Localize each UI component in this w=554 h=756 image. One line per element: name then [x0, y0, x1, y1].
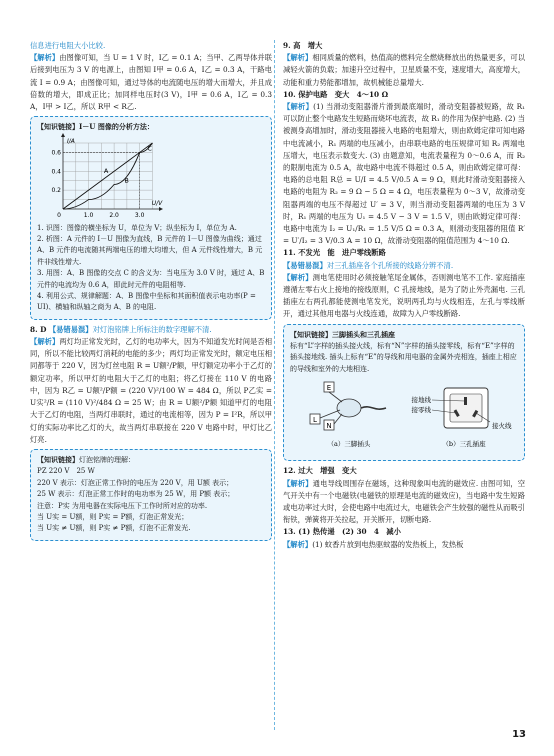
q8-analysis — [30, 336, 272, 446]
q13-tag: 【解析】 — [283, 539, 313, 549]
column-divider — [274, 40, 275, 730]
q9-body: 相同质量的燃料，热值高的燃料完全燃烧释放出的热量更多，可以减轻火箭的负载；加速升空过程中，卫星质量不变，速度增大，高度增大，动能和重力势能都增加，故机械能总量增大. — [283, 53, 526, 87]
fig-ground-label: 接地线 — [411, 396, 431, 405]
point-c-label: C — [147, 144, 152, 153]
q10-body: (1) 当滑动变阻器滑片滑到最底端时，滑动变阻器被短路，故 R₁ 可以防止整个电路发生短路而烧坏电流表，故 R₁ 的作用为保护电路. (2) 当被测身高增加时，滑动变阻器接入电路的电阻增大，则由欧姆定律可知电路中电流减小，R₁ 两端的电压减小，由串联电路的电压规律可知 R₂ 两端电压增大，电压表示数变大. (3) 由题意知，电流表量程为 0～0.6 A，而 R₂ 的限制电流为 0.5 A，故电路中电流不得超过 0.5 A，则由欧姆定律可得：电路的总电阻 R总 = U/I = 4.5 V/0.5 A = 9 Ω，则此时滑动变阻器接入电路的电阻为 R₂ = 9 Ω − 5 Ω = 4 Ω，电压表量程为 0～3 V，故滑动变阻器两端的电压不得超过 U′ = 3 V，则当滑动变阻器两端的电压为 3 V 时，R₁ 两端的电压为 U₁ = 4.5 V − 3 V = 1.5 V，则由欧姆定律可得：电路中电流为 I₂ = U₁/R₁ = 1.5 V/5 Ω = 0.3 A，则滑动变阻器的阻值 R′ = U′/I₂ = 3 V/0.3 A = 10 Ω，故滑动变阻器的阻值范围为 4～10 Ω. — [283, 102, 525, 246]
q13-answer: 13. (1) 热传递 (2) 30 4 减小 — [283, 527, 401, 537]
kb1-item-4: 4. 利用公式、规律解题：A、B 图像中坐标和其面积值表示电功率(P = UI)、横轴和纵轴之商为 A、B 的电阻. — [37, 292, 256, 312]
fig-neutral-label: 接零线 — [411, 406, 431, 415]
y-axis-label: I/A — [67, 137, 75, 145]
q7-analysis — [30, 52, 272, 113]
q9-tag: 【解析】 — [283, 53, 313, 63]
q12-body: 通电导线周围存在磁场，这种现象叫电流的磁效应. 由图可知，空气开关中有一个电磁铁(电磁铁的原理是电流的磁效应)，当电路中发生短路或电功率过大时，会使电路中电流过大，电磁铁会产生较强的磁性从而吸引衔铁，弹簧将开关拉起，开关断开，切断电路. — [283, 478, 525, 525]
kb2-item-1: PZ 220 V 25 W — [37, 467, 95, 476]
kb2-item-2: 220 V 表示：灯泡正常工作时的电压为 220 V，用 U额 表示； — [37, 478, 234, 487]
q13-analysis — [283, 539, 525, 551]
fig-caption-b: （b）三孔插座 — [442, 440, 486, 449]
q11-body: 测电笔使用时必须接触笔尾金属体，否则测电笔不工作. 家庭插座遵循左零右火上接地的接线原则，C 孔接地线，是为了防止外壳漏电. 三孔插座左右两孔都能使测电笔发光，说明两孔均与火线相连，左孔与零线断开，通过其他用电器与火线连通，故障为入户零线断路. — [283, 272, 525, 319]
kb2-title: 【知识链接】 — [37, 454, 79, 464]
continued-line: 信息进行电阻大小比较. — [30, 41, 106, 50]
knowledge-box-iu — [30, 116, 272, 320]
fig-label-n: N — [326, 422, 332, 431]
q13-body: (1) 蚊香片放到电热驱蚊器的发热板上，发热板 — [312, 539, 464, 549]
kb2-sub: 灯泡铭牌的理解： — [79, 455, 135, 464]
fig-label-e: E — [326, 384, 332, 393]
knowledge-box-bulb — [30, 449, 272, 541]
q10-tag: 【解析】 — [283, 102, 314, 112]
kb3-body: 标有“L”字样的插头接火线，标有“N”字样的插头接零线，标有“E”字样的插头接地线. 插头上标有“E”的导线和用电器的金属外壳相连，插座上相应的导线和室外的大地相连. — [290, 342, 517, 373]
kb2-item-4: 注意：P实 为用电器在实际电压下工作时所对应的功率. — [37, 501, 208, 510]
q11-tag: 【易错易混】 — [283, 260, 327, 270]
plug-socket-figure — [304, 378, 512, 452]
three-hole-socket-drawing — [412, 388, 513, 430]
q7-tag: 【解析】 — [30, 53, 60, 63]
series-label-a: A — [103, 166, 109, 175]
y-tick-label: 0.2 — [51, 186, 61, 194]
y-axis-arrow — [61, 133, 65, 137]
q8-head-line — [30, 324, 272, 336]
three-pin-plug-drawing — [310, 382, 386, 430]
left-column — [30, 40, 272, 545]
fig-caption-a: （a）三脚插头 — [327, 440, 371, 449]
q8-head: 8. D — [30, 324, 47, 334]
q12-answer: 12. 过大 增强 变大 — [283, 466, 357, 476]
q8-hint: 对灯泡铭牌上所标注的数字理解不清. — [92, 324, 212, 334]
series-label-b: B — [124, 176, 129, 185]
x-axis-arrow — [159, 207, 163, 211]
q11-answer: 11. 不发光 能 进户零线断路 — [283, 248, 386, 258]
kb3-sub: 三脚插头和三孔插座 — [332, 329, 395, 339]
q9-answer: 9. 高 增大 — [283, 41, 323, 50]
knowledge-box-socket — [283, 324, 525, 462]
x-tick-label: 1.0 — [83, 211, 94, 219]
q12-analysis — [283, 478, 525, 527]
kb1-item-1: 1. 识图：图像的横坐标为 U，单位为 V；纵坐标为 I，单位为 A. — [37, 223, 237, 232]
page-number: 13 — [512, 729, 526, 740]
q11-hint-line — [283, 260, 525, 272]
q10-analysis — [283, 101, 525, 247]
q8-tag: 【易错易混】 — [48, 324, 93, 334]
x-tick-label: 2.0 — [109, 211, 119, 219]
q10-answer: 10. 保护电路 变大 4～10 Ω — [283, 89, 389, 99]
kb3-title: 【知识链接】 — [290, 329, 332, 339]
x-tick-label: 0 — [57, 211, 61, 219]
x-tick-label: 3.0 — [134, 211, 145, 219]
fig-live-label: 接火线 — [492, 422, 512, 431]
kb1-item-3: 3. 用图：A、B 图像的交点 C 的含义为：当电压为 3.0 V 时，通过 A、B 元件的电流均为 0.6 A，即此时元件的电阻相等. — [37, 269, 265, 289]
y-tick-label: 0.6 — [51, 149, 61, 157]
q8-body: 两灯均正常发光时，乙灯的电功率大，因为不知道发光时间是否相同，所以不能比较两灯消耗的电能的多少；两灯均正常发光时，额定电压相同都等于 220 V，因为灯丝电阻 R = U额²/P额，甲灯额定功率小于乙灯的额定功率，所以甲灯的电阻大于乙灯的电阻；将乙灯接在 110 V 的电路中，因为 R乙 = U额²/P额 = (220 V)²/100 W = 484 Ω，所以 P乙实 = U实²/R = (110 V)²/484 Ω = 25 W；由 R = U额²/P额 知道甲灯的电阻大于乙灯的电阻，当两灯串联时，通过的电流相等，因为 P = I²R，所以甲灯的实际功率比乙灯的大，故当两灯串联接在 220 V 电路中时，甲灯比乙灯亮. — [30, 337, 273, 444]
q11-hint: 对三孔插座各个孔所接的线路分辨不清. — [326, 260, 454, 270]
q12-tag: 【解析】 — [283, 478, 313, 488]
right-column — [283, 40, 525, 551]
iu-chart — [45, 135, 165, 221]
q9-analysis — [283, 52, 525, 89]
q11-tag2: 【解析】 — [283, 272, 313, 282]
kb1-item-2: 2. 析图：A 元件的 I－U 图像为直线，B 元件的 I－U 图像为曲线；通过 A、B 元件的电流随其两端电压的增大均增大，但 A 元件线性增大，B 元件非线性增大. — [37, 235, 263, 266]
q7-body: 由图像可知，当 U = 1 V 时，I乙 = 0.1 A；当甲、乙两导体并联后接到电压为 3 V 的电源上，由图知 I甲 = 0.6 A，I乙 = 0.3 A，干路电流 I = 0.9 A；由图像可知，通过导体的电流随电压的增大而增大，并且成倍数的增大，即成正比；加同样电压时(3 V)，I甲 = 0.6 A，I乙 = 0.3 A，I甲 > I乙，所以 R甲 < R乙. — [30, 53, 273, 112]
y-tick-label: 0.4 — [51, 167, 61, 175]
kb2-item-5: 当 U实 = U额，则 P实 = P额，灯泡正常发光； — [37, 512, 189, 521]
q11-analysis — [283, 272, 525, 321]
kb2-item-3: 25 W 表示：灯泡正常工作时的电功率为 25 W，用 P额 表示； — [37, 490, 235, 499]
q8-tag2: 【解析】 — [30, 337, 60, 347]
kb2-item-6: 当 U实 ≠ U额，则 P实 ≠ P额，灯泡不正常发光. — [37, 524, 191, 533]
fig-label-l: L — [313, 416, 317, 425]
x-axis-label: U/V — [151, 199, 163, 207]
kb1-title: 【知识链接】I－U 图像的分析方法： — [37, 122, 154, 132]
